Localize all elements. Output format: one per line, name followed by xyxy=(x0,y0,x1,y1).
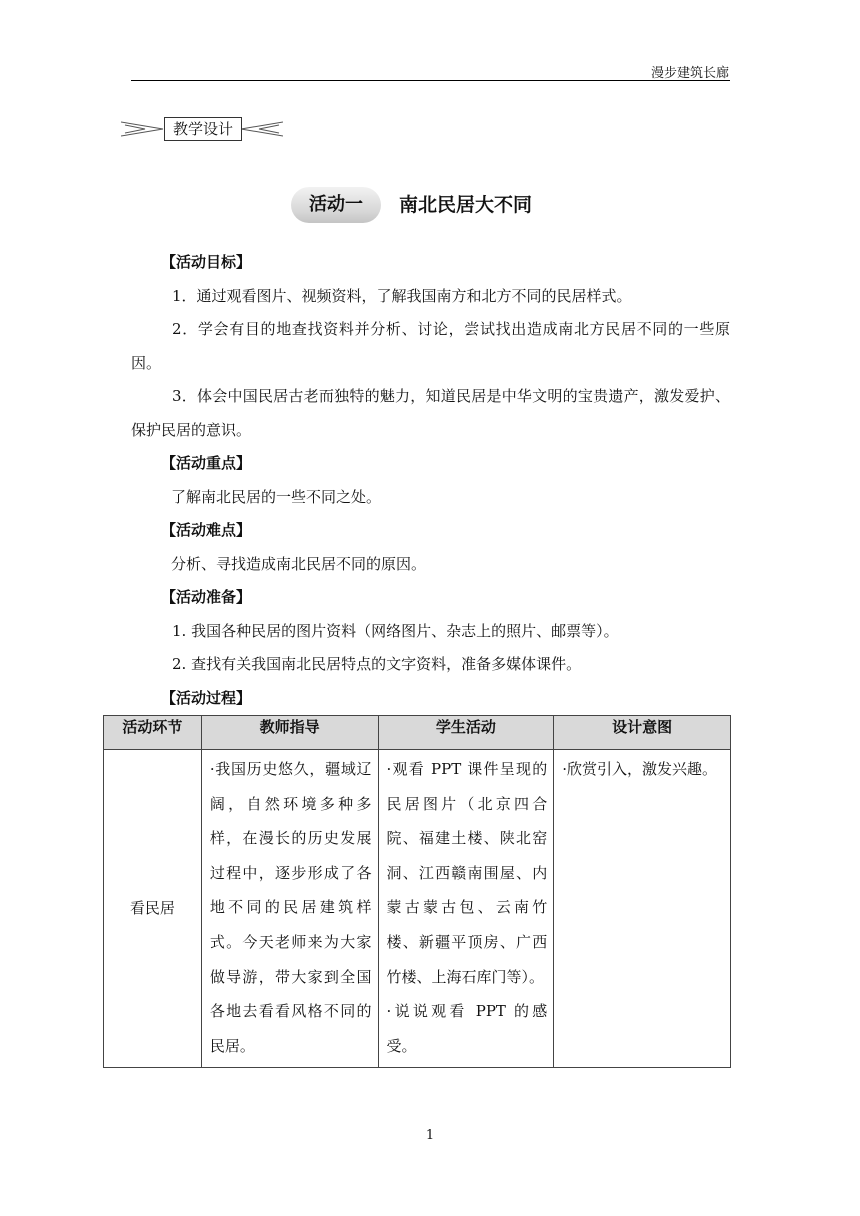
cell-student xyxy=(378,750,554,1068)
activity-process-table xyxy=(103,715,731,1068)
student-activity-1: ·观看 PPT 课件呈现的民居图片（北京四合院、福建土楼、陕北窑洞、江西赣南围屋、内蒙古蒙古包、云南竹楼、新疆平顶房、广西竹楼、上海石库门等）。 xyxy=(386,760,548,986)
prep-item: 2. 查找有关我国南北民居特点的文字资料，准备多媒体课件。 xyxy=(172,655,582,673)
header-intent: 设计意图 xyxy=(554,716,731,750)
cell-intent: ·欣赏引入，激发兴趣。 xyxy=(554,750,731,1068)
prep-item: 1. 我国各种民居的图片资料（网络图片、杂志上的照片、邮票等）。 xyxy=(172,621,619,640)
cell-teacher: ·我国历史悠久，疆域辽阔，自然环境多种多样，在漫长的历史发展过程中，逐步形成了各地不同的民居建筑样式。今天老师来为大家做导游，带大家到全国各地去看看风格不同的民居。 xyxy=(201,750,378,1068)
goal-item: 1．通过观看图片、视频资料，了解我国南方和北方不同的民居样式。 xyxy=(172,286,632,305)
table-row xyxy=(104,750,731,1068)
goal-item: 3．体会中国民居古老而独特的魅力，知道民居是中华文明的宝贵遗产，激发爱护、保护民居的意识。 xyxy=(131,387,730,439)
header-rule xyxy=(131,80,730,81)
process-heading: 【活动过程】 xyxy=(161,688,252,707)
difficulty-text: 分析、寻找造成南北民居不同的原因。 xyxy=(171,554,427,573)
focus-heading: 【活动重点】 xyxy=(161,454,252,472)
section-tag-label: 教学设计 xyxy=(164,117,242,141)
activity-name: 南北民居大不同 xyxy=(399,194,533,216)
header-student: 学生活动 xyxy=(378,716,554,750)
cell-stage: 看民居 xyxy=(104,750,202,1068)
focus-text: 了解南北民居的一些不同之处。 xyxy=(171,487,382,506)
goal-heading: 【活动目标】 xyxy=(161,253,252,271)
section-tag xyxy=(121,116,283,142)
activity-number-pill: 活动一 xyxy=(291,187,381,223)
goal-item: 2．学会有目的地查找资料并分析、讨论，尝试找出造成南北方民居不同的一些原因。 xyxy=(131,320,730,372)
table-header-row xyxy=(104,716,731,750)
page-number: 1 xyxy=(425,1128,435,1143)
lesson-content xyxy=(131,246,730,715)
student-activity-2: ·说说观看 PPT 的感受。 xyxy=(386,1002,548,1055)
header-stage: 活动环节 xyxy=(104,716,202,750)
running-header-title: 漫步建筑长廊 xyxy=(650,66,729,81)
prep-heading: 【活动准备】 xyxy=(161,588,252,606)
header-teacher: 教师指导 xyxy=(201,716,378,750)
difficulty-heading: 【活动难点】 xyxy=(161,521,252,539)
